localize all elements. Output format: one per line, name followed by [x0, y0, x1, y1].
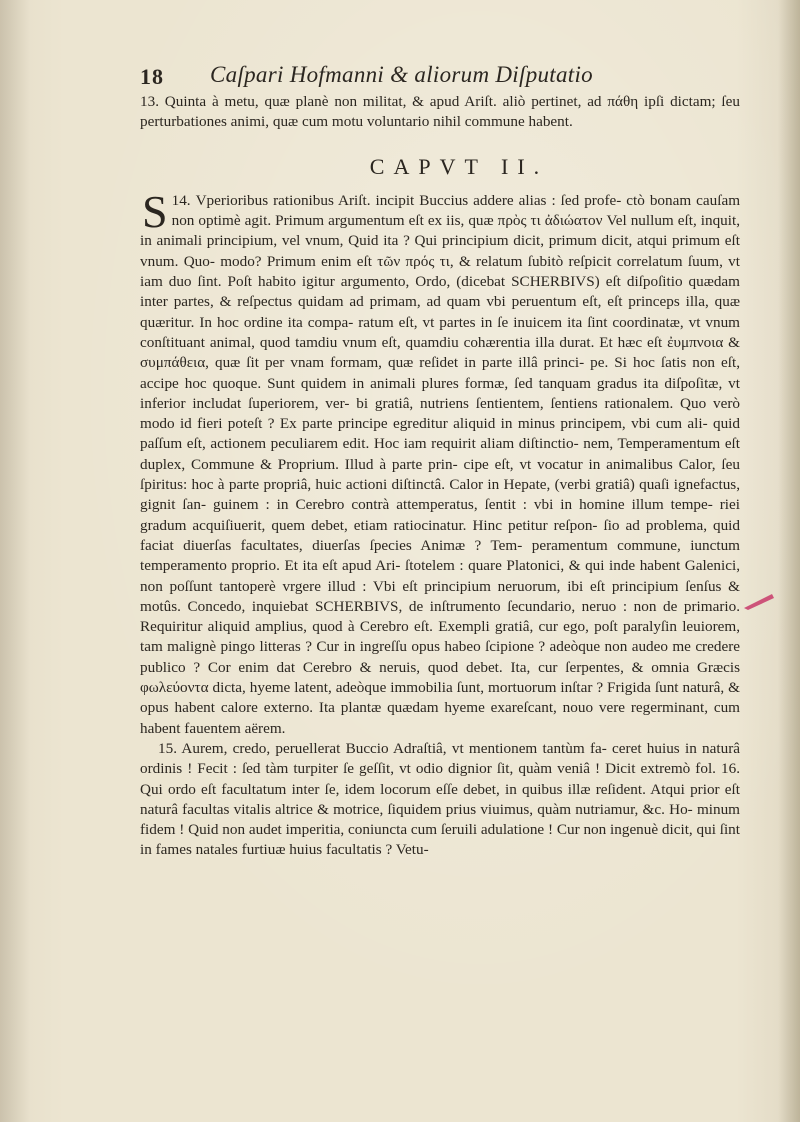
paragraph-14-text: Vperioribus rationibus Ariſt. incipit Buccius addere alias : ſed profe- ctò bonam cauſam non optimè agit. Primum argumentum eſt ex iis, quæ πρὸς τι ἀδιώατον Vel nullum eſt, inquit, in animali principium, vel vnum, Quid ita ? Qui principium dicit, primum dicit, atqui primum eſt vnum. Quo- modo? Primum enim eſt τῶν πρός τι, & relatum ſubitò reſpicit correlatum ſuum, vt iam duo ſint. Poſt habito igitur argumento, Ordo, (dicebat SCHERBIVS) eſt diſpoſitio quædam inter partes, & reſpectus quidam ad primam, ad quam vbi peruentum eſt, eſt princeps illa, quæ quæritur. In hoc ordine ita compa- ratum eſt, vt partes in ſe inuicem ita ſint coordinatæ, vt vnum conſtituant animal, quod tamdiu vnum eſt, quamdiu cohærentia illa durat. Et hæc eſt ἐυμπνοια & συμπάθεια, quæ ſit per vnam formam, quæ reſidet in parte illâ princi- pe. Si hoc ſatis non eſt, accipe hoc quoque. Sunt quidem in animali plures formæ, ſed tanquam gradus ita diſpoſitæ, vt inferior includat ſuperiorem, ver- bi gratiâ, nutriens ſentientem, ſentiens rationalem. Quo verò modo id fieri poteſt ? Ex parte principe egreditur aliquid in minus principem, vbi cum ali- quid paſſum eſt, actionem peculiarem edit. Hoc iam requirit aliam diſtinctio- nem, Temperamentum eſt duplex, Commune & Proprium. Illud à parte prin- cipe eſt, vt vocatur in animalibus Calor, ſeu ſpiritus: hoc à parte propriâ, huic actioni diſtinctâ. Calor in Hepate, (verbi gratiâ) quaſi ignefactus, gignit ſan- guinem : in Cerebro contrà attemperatus, ſentit : vbi in homine illum tempe- riei gradum acquiſiuerit, quem debet, etiam ratiocinatur. Hinc petitur reſpon- ſio ad problema, quid faciat diuerſas facultates, diuerſas ſpecies Animæ ? Tem- peramentum commune, iunctum temperamento proprio. Et ita eſt apud Ari- ſtotelem : quare Platonici, & qui inde habent Galenici, non poſſunt tantoperè vrgere illud : Vbi eſt principium neruorum, ibi eſt principium ſenſus & motûs. Concedo, inquiebat SCHERBIVS, de inſtrumento ſecundario, neruo : non de primario. Requiritur aliquid amplius, quod à Cerebro eſt. Exempli gratiâ, cur ego, poſt paralyſin leuiorem, tam malignè pingo litteras ? Cur in ingreſſu opus habeo ſcipione ? adeòque non audeo me credere publico ? Cor enim dat Cerebro & neruis, quod debet. Ita, cur ſerpentes, & omnia Græcis φωλεύοντα dicta, hyeme latent, adeòque immobilia ſunt, mortuorum inſtar ? Frigida ſunt naturâ, & opus habent calore externo. Ita plantæ quædam hyeme exareſcant, nouo vere regerminant, cum habent fauentem aërem.: [140, 191, 741, 737]
drop-cap: S: [142, 185, 168, 237]
page-body: [140, 92, 740, 861]
paragraph-13: 13. Quinta à metu, quæ planè non militat, & apud Ariſt. aliò pertinet, ad πάθη ipſi dictam; ſeu perturbationes animi, quæ cum motu voluntario nihil commune habent.: [140, 93, 740, 131]
page-number: 18: [140, 64, 164, 89]
paragraph-14: [140, 185, 741, 739]
chapter-heading: CAPVT II.: [369, 153, 549, 179]
gutter-shadow: [0, 0, 30, 1122]
running-head: Caſpari Hofmanni & aliorum Diſputatio: [210, 62, 593, 87]
page-edge: [778, 0, 800, 1122]
paragraph-number: 14.: [171, 191, 191, 209]
page-header: [140, 62, 740, 92]
paragraph-15: 15. Aurem, credo, peruellerat Buccio Adraſtiâ, vt mentionem tantùm fa- ceret huius in naturâ ordinis ! Fecit : ſed tàm turpiter ſe geſſit, vt odio dignior ſit, quàm veniâ ! Dicit extremò fol. 16. Qui ordo eſt facultatum inter ſe, idem locorum eſſe debet, in quibus illæ reſident. Atqui prior eſt naturâ facultas vitalis altrice & motrice, ſiquidem prius viuimus, quàm nutriamur, &c. Ho- minum fidem ! Quid non audet imperitia, coniuncta cum ſeruili adulatione ! Cur non ingenuè dicit, qui ſint in fames natales furtiuæ huius facultatis ? Vetu-: [140, 739, 740, 859]
ink-mark-icon: [742, 590, 776, 612]
